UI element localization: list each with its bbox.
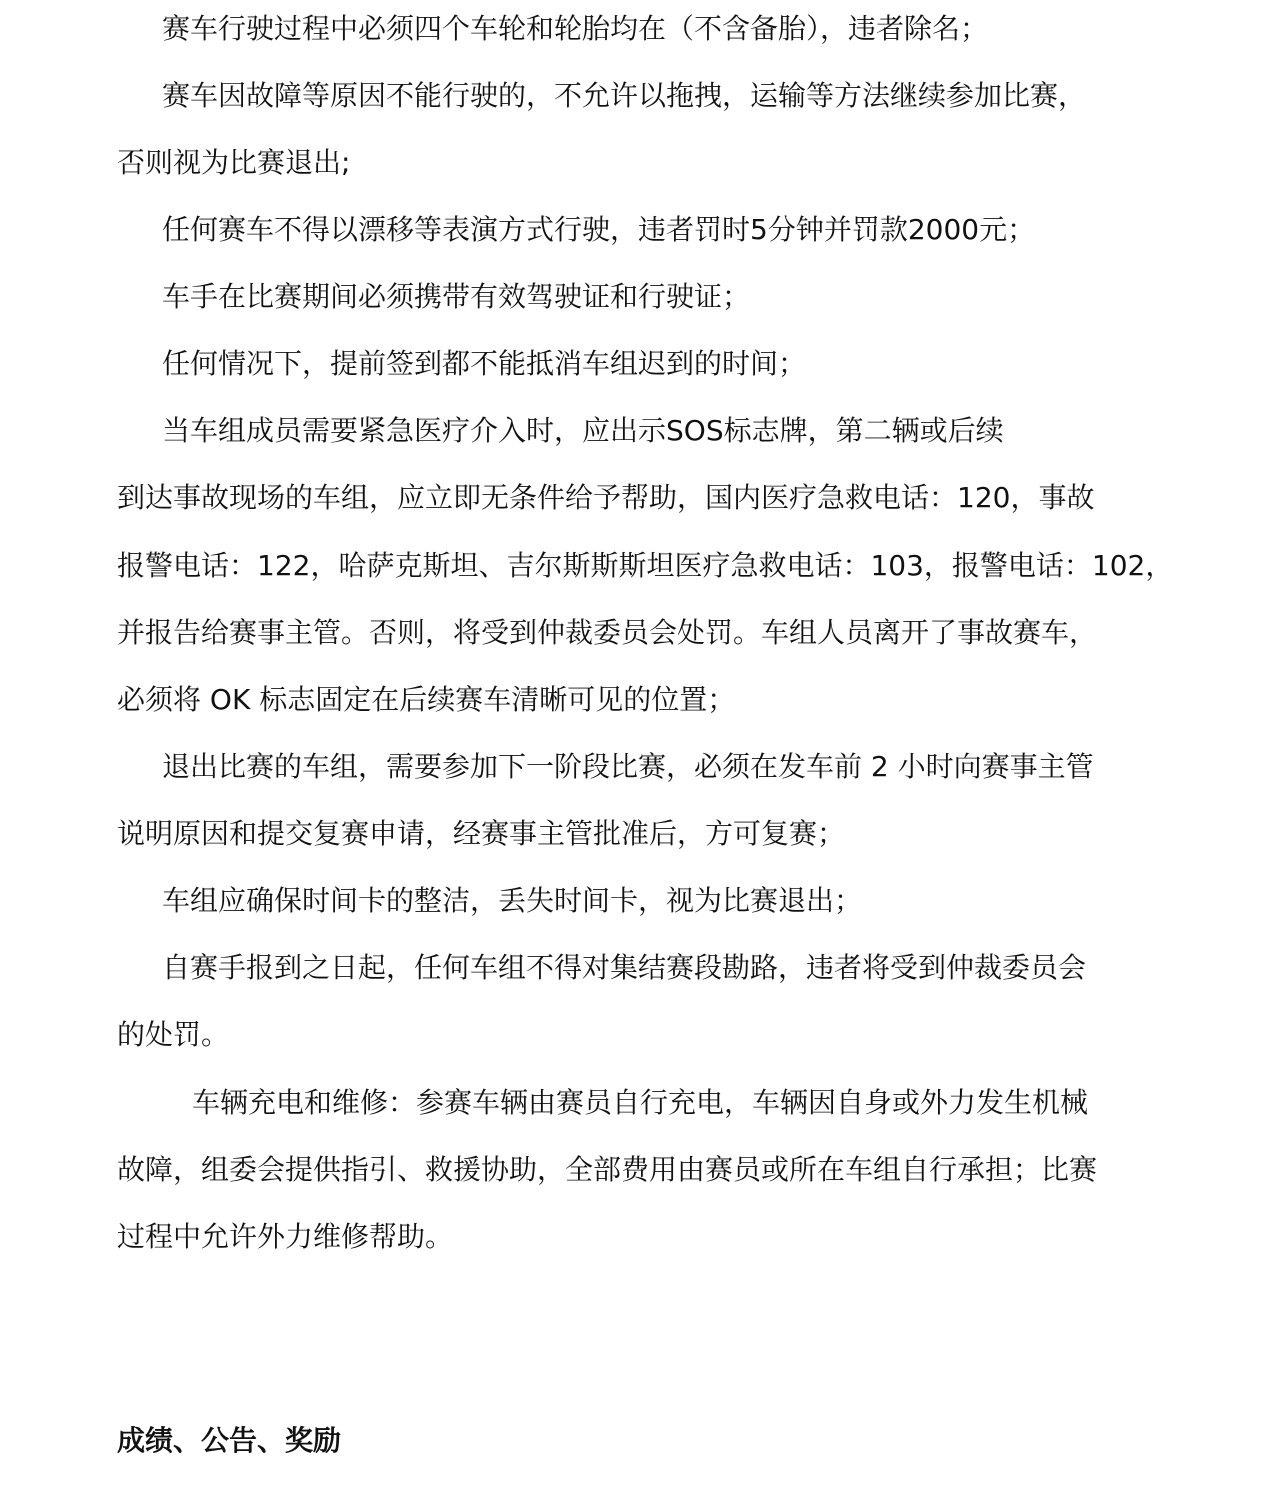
- rule-line-restart-1: 退出比赛的车组，需要参加下一阶段比赛，必须在发车前 2 小时向赛事主管: [162, 750, 1094, 783]
- rule-line-sos-5: 必须将 OK 标志固定在后续赛车清晰可见的位置；: [117, 683, 736, 716]
- rule-line-no-towing-2: 否则视为比赛退出;: [117, 146, 351, 179]
- rule-line-sos-1: 当车组成员需要紧急医疗介入时，应出示SOS标志牌，第二辆或后续: [162, 414, 1004, 447]
- rule-line-no-drifting: 任何赛车不得以漂移等表演方式行驶，违者罚时5分钟并罚款2000元；: [162, 213, 1036, 246]
- rule-line-time-card: 车组应确保时间卡的整洁，丢失时间卡，视为比赛退出；: [162, 884, 863, 917]
- section-heading: 成绩、公告、奖励: [117, 1424, 342, 1457]
- rule-line-charging-2: 故障，组委会提供指引、救援协助，全部费用由赛员或所在车组自行承担；比赛: [117, 1153, 1098, 1186]
- rule-line-recon-2: 的处罚。: [117, 1018, 230, 1051]
- rule-line-sos-4: 并报告给赛事主管。否则，将受到仲裁委员会处罚。车组人员离开了事故赛车，: [117, 616, 1098, 649]
- rule-line-sos-3: 报警电话：122，哈萨克斯坦、吉尔斯斯斯坦医疗急救电话：103，报警电话：102，: [117, 549, 1174, 582]
- rule-line-no-towing-1: 赛车因故障等原因不能行驶的，不允许以拖拽，运输等方法继续参加比赛，: [162, 79, 1087, 112]
- rule-line-charging-3: 过程中允许外力维修帮助。: [117, 1220, 454, 1253]
- rule-line-charging-1: 车辆充电和维修：参赛车辆由赛员自行充电，车辆因自身或外力发生机械: [192, 1086, 1089, 1119]
- rule-line-restart-2: 说明原因和提交复赛申请，经赛事主管批准后，方可复赛；: [117, 817, 846, 850]
- rule-line-recon-1: 自赛手报到之日起，任何车组不得对集结赛段勘路，违者将受到仲裁委员会: [162, 951, 1087, 984]
- rule-line-checkin: 任何情况下，提前签到都不能抵消车组迟到的时间；: [162, 347, 807, 380]
- rule-line-sos-2: 到达事故现场的车组，应立即无条件给予帮助，国内医疗急救电话：120，事故: [117, 481, 1095, 514]
- rule-line-four-wheels: 赛车行驶过程中必须四个车轮和轮胎均在（不含备胎），违者除名；: [162, 12, 989, 45]
- rule-line-license: 车手在比赛期间必须携带有效驾驶证和行驶证；: [162, 280, 751, 313]
